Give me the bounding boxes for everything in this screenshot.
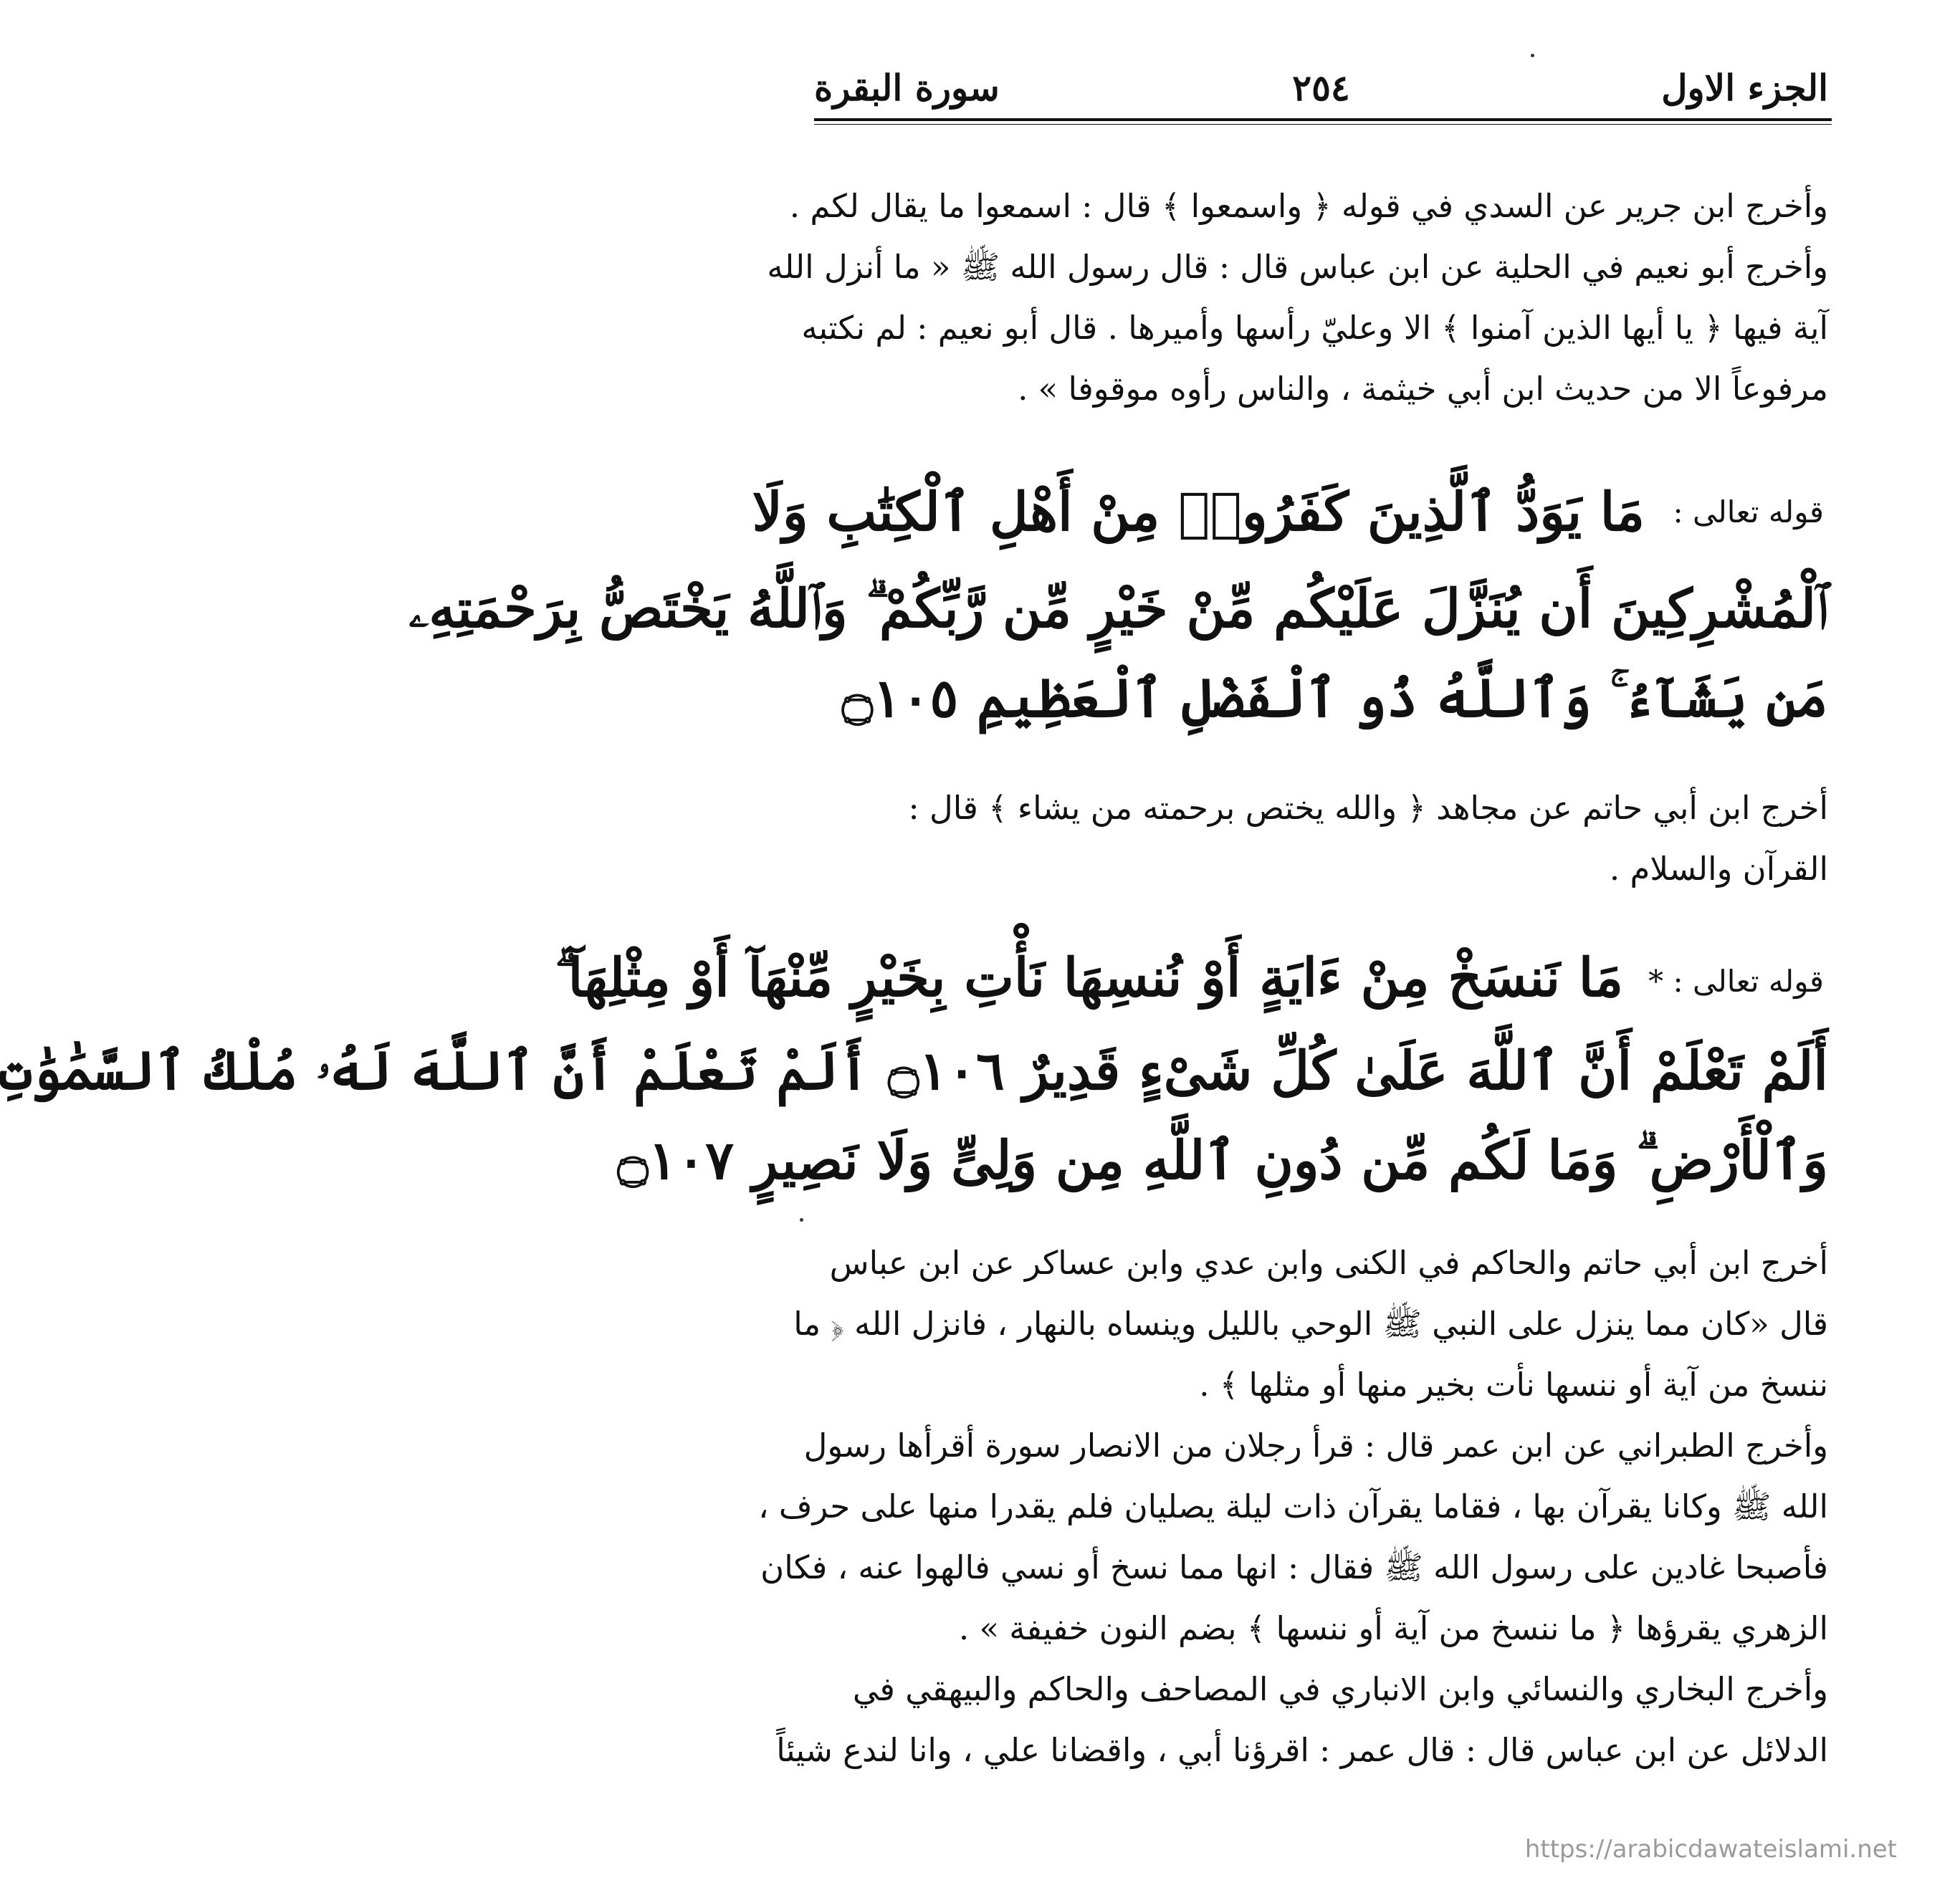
page-header bbox=[814, 63, 1828, 113]
text-line: آية فيها ﴿ يا أيها الذين آمنوا ﴾ الا وعليّ رأسها وأميرها . قال أبو نعيم : لم نكتبه bbox=[801, 309, 1828, 347]
surah-label: سورة البقرة bbox=[814, 67, 1000, 109]
scan-speck bbox=[1531, 54, 1534, 57]
quran-verse-line: أَلَمْ تَعْلَمْ أَنَّ ٱللَّهَ عَلَىٰ كُلِّ شَىْءٍ قَدِيرٌ ۝١٠٦ أَلَمْ تَعْلَمْ أَنَّ ٱللَّهَ لَهُۥ مُلْكُ ٱلسَّمَٰوَٰتِ bbox=[0, 1040, 1828, 1102]
text-line: الدلائل عن ابن عباس قال : قال عمر : اقرؤنا أبي ، واقضانا علي ، وانا لندع شيئاً bbox=[776, 1731, 1828, 1769]
watermark-url: https://arabicdawateislami.net bbox=[1524, 1835, 1897, 1864]
text-line: مرفوعاً الا من حديث ابن أبي خيثمة ، والناس رأوه موقوفا » . bbox=[1018, 370, 1828, 408]
text-line: ننسخ من آية أو ننسها نأت بخير منها أو مثلها ﴾ . bbox=[1199, 1366, 1828, 1404]
text-line: الزهري يقرؤها ﴿ ما ننسخ من آية أو ننسها ﴾ بضم النون خفيفة » . bbox=[958, 1609, 1828, 1647]
text-line: وأخرج البخاري والنسائي وابن الانباري في المصاحف والحاكم والبيهقي في bbox=[852, 1670, 1828, 1708]
header-rule-thin bbox=[814, 124, 1832, 125]
text-line: أخرج ابن أبي حاتم والحاكم في الكنى وابن عدي وابن عساكر عن ابن عباس bbox=[829, 1244, 1828, 1282]
text-line: وأخرج ابن جرير عن السدي في قوله ﴿ واسمعوا ﴾ قال : اسمعوا ما يقال لكم . bbox=[789, 187, 1828, 225]
quran-verse-line: ٱلْمُشْرِكِينَ أَن يُنَزَّلَ عَلَيْكُم مِّنْ خَيْرٍ مِّن رَّبِّكُمْ ۗ وَٱللَّهُ يَخْتَصُّ بِرَحْمَتِهِۦ bbox=[408, 578, 1828, 640]
verse-intro: قوله تعالى : bbox=[1673, 494, 1824, 530]
paragraph-1 bbox=[767, 176, 1828, 419]
text-line: وأخرج الطبراني عن ابن عمر قال : قرأ رجلان من الانصار سورة أقرأها رسول bbox=[803, 1427, 1828, 1465]
text-line: فأصبحا غادين على رسول الله ﷺ فقال : انها مما نسخ أو نسي فالهوا عنه ، فكان bbox=[760, 1548, 1828, 1586]
quran-verse-line: مَا يَوَدُّ ٱلَّذِينَ كَفَرُوا۟ مِنْ أَهْلِ ٱلْكِتَٰبِ وَلَا bbox=[752, 482, 1645, 543]
text-line: القرآن والسلام . bbox=[1609, 850, 1828, 888]
paragraph-3 bbox=[758, 1232, 1828, 1781]
verse-intro: قوله تعالى : * bbox=[1648, 964, 1824, 999]
quran-verse-line: مَا نَنسَخْ مِنْ ءَايَةٍ أَوْ نُنسِهَا نَأْتِ بِخَيْرٍ مِّنْهَآ أَوْ مِثْلِهَآ ۗ bbox=[555, 947, 1623, 1009]
text-line: أخرج ابن أبي حاتم عن مجاهد ﴿ والله يختص برحمته من يشاء ﴾ قال : bbox=[908, 789, 1828, 827]
text-line: قال «كان مما ينزل على النبي ﷺ الوحي بالليل وينساه بالنهار ، فانزل الله ﴿ ما bbox=[793, 1305, 1828, 1343]
volume-label: الجزء الاول bbox=[1661, 67, 1828, 109]
text-line: وأخرج أبو نعيم في الحلية عن ابن عباس قال : قال رسول الله ﷺ « ما أنزل الله bbox=[767, 248, 1828, 286]
scan-speck bbox=[800, 1218, 803, 1222]
quran-verse-line: مَن يَشَآءُ ۚ وَٱللَّهُ ذُو ٱلْفَضْلِ ٱلْعَظِيمِ ۝١٠٥ bbox=[841, 668, 1828, 729]
paragraph-2 bbox=[814, 777, 1828, 899]
page-number: ٢٥٤ bbox=[1292, 67, 1350, 109]
text-line: الله ﷺ وكانا يقرآن بها ، فقاما يقرآن ذات ليلة يصليان فلم يقدرا منها على حرف ، bbox=[758, 1487, 1828, 1525]
header-rule bbox=[814, 118, 1832, 121]
quran-verse-line: وَٱلْأَرْضِ ۗ وَمَا لَكُم مِّن دُونِ ٱللَّهِ مِن وَلِىٍّ وَلَا نَصِيرٍ ۝١٠٧ bbox=[617, 1130, 1828, 1192]
